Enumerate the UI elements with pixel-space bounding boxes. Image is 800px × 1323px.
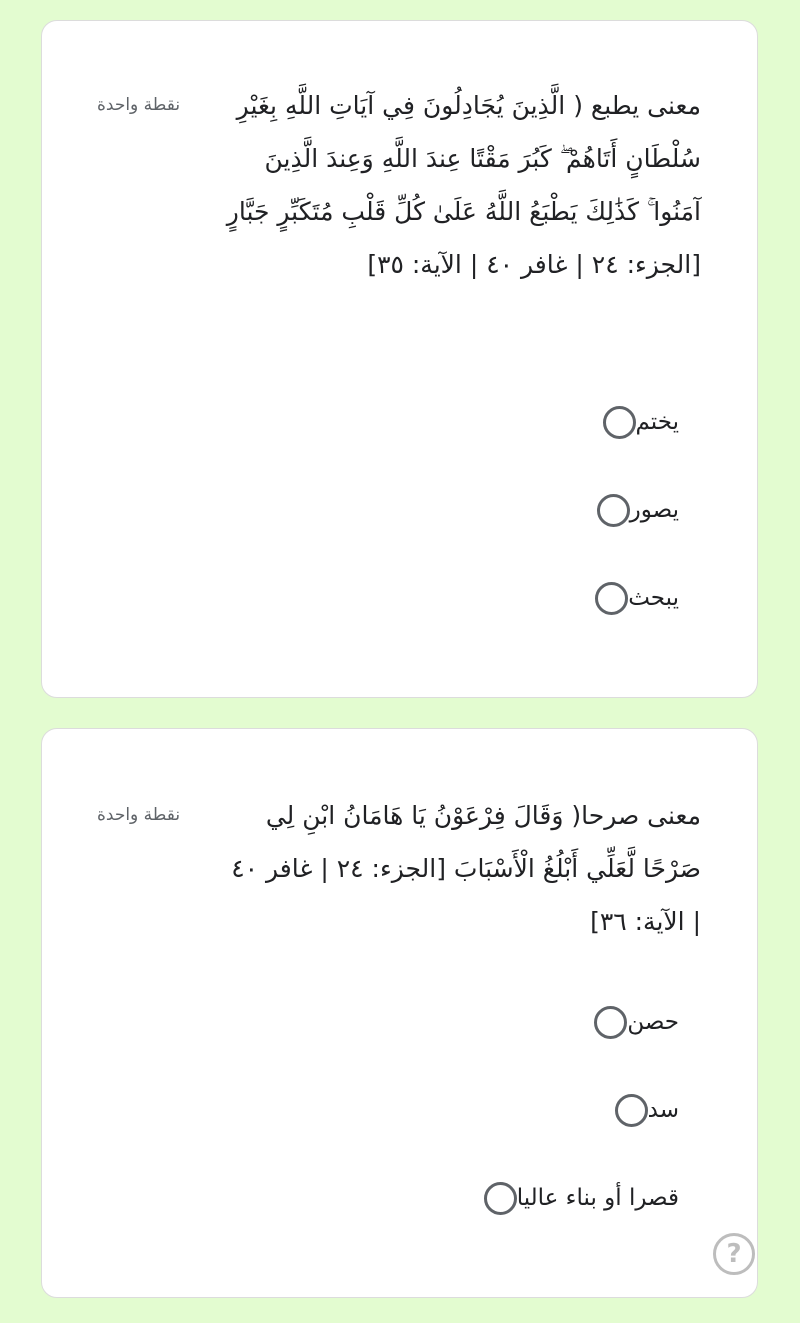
question-card-2 (41, 728, 758, 1298)
option-label: سد (647, 1097, 679, 1123)
question-card-1 (41, 20, 758, 698)
points-label: نقطة واحدة (97, 95, 181, 115)
option-label: حصن (627, 1009, 679, 1035)
radio-button[interactable] (615, 1094, 648, 1127)
radio-button[interactable] (595, 582, 628, 615)
option-label: يبحث (628, 585, 679, 611)
option-yakhtim[interactable] (603, 401, 704, 443)
option-label: يختم (635, 409, 679, 435)
option-label: قصرا أو بناء عاليا (516, 1185, 679, 1211)
question-text: معنى يطبع ( الَّذِينَ يُجَادِلُونَ فِي آيَاتِ اللَّهِ بِغَيْرِ سُلْطَانٍ أَتَاهُمْ ۖ كَبُرَ مَقْتًا عِندَ اللَّهِ وَعِندَ الَّذِينَ آمَنُوا ۚ كَذَٰلِكَ يَطْبَعُ اللَّهُ عَلَىٰ كُلِّ قَلْبِ مُتَكَبِّرٍ جَبَّارٍ [الجزء: ٢٤ | غافر ٤٠ | الآية: ٣٥] (226, 91, 701, 279)
radio-button[interactable] (484, 1182, 517, 1215)
option-sadd[interactable] (615, 1089, 703, 1131)
option-hisn[interactable] (594, 1001, 703, 1043)
option-qasr[interactable] (484, 1177, 703, 1219)
option-yusawwir[interactable] (597, 489, 703, 531)
question-text: معنى صرحا( وَقَالَ فِرْعَوْنُ يَا هَامَانُ ابْنِ لِي صَرْحًا لَّعَلِّي أَبْلُغُ الْأَسْبَابَ [الجزء: ٢٤ | غافر ٤٠ | الآية: ٣٦] (231, 801, 701, 936)
radio-button[interactable] (594, 1006, 627, 1039)
radio-button[interactable] (603, 406, 636, 439)
radio-button[interactable] (597, 494, 630, 527)
option-label: يصور (629, 497, 679, 523)
question-mark-icon[interactable]: ? (713, 1233, 755, 1275)
option-yabhath[interactable] (595, 577, 703, 619)
points-label: نقطة واحدة (97, 805, 181, 825)
